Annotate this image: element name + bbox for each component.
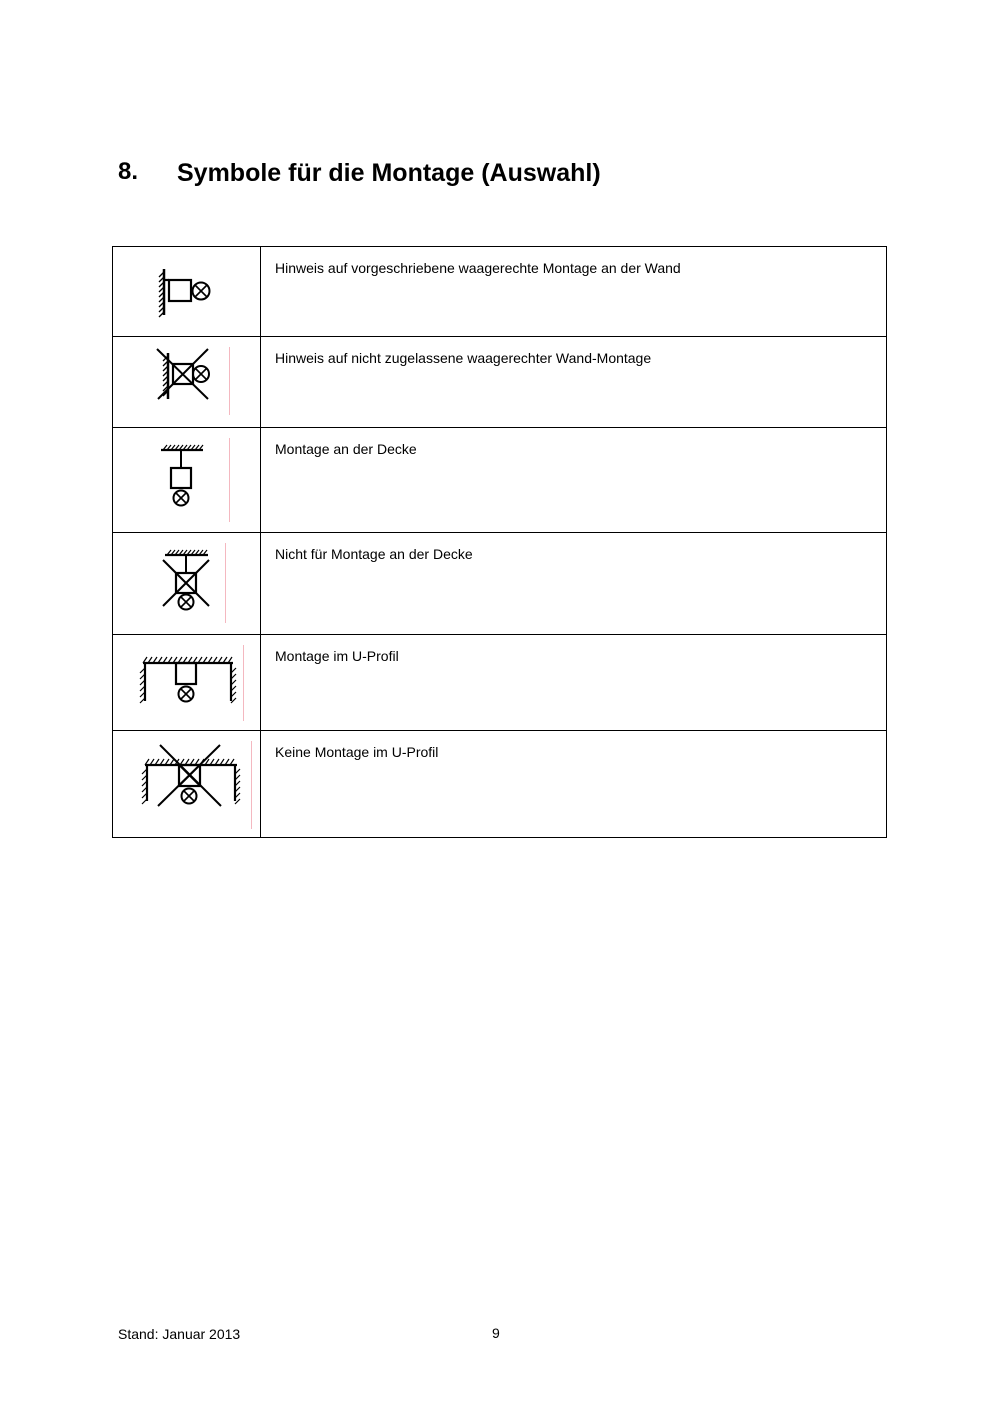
ceiling-mount-icon bbox=[113, 428, 260, 531]
symbol-description: Nicht für Montage an der Decke bbox=[261, 533, 887, 635]
symbol-description: Montage im U-Profil bbox=[261, 635, 887, 731]
cell-divider bbox=[229, 347, 230, 415]
table-row bbox=[113, 635, 887, 731]
symbol-cell bbox=[113, 337, 261, 428]
cell-divider bbox=[225, 543, 226, 623]
section-number: 8. bbox=[118, 158, 139, 185]
symbol-description: Hinweis auf nicht zugelassene waagerechter Wand-Montage bbox=[261, 337, 887, 428]
symbol-cell bbox=[113, 533, 261, 635]
u-profile-mount-icon bbox=[113, 635, 260, 729]
no-ceiling-mount-icon bbox=[113, 533, 260, 633]
table-row bbox=[113, 428, 887, 533]
footer-stand: Stand: Januar 2013 bbox=[118, 1326, 241, 1342]
symbol-description: Hinweis auf vorgeschriebene waagerechte Montage an der Wand bbox=[261, 247, 887, 337]
symbol-cell bbox=[113, 731, 261, 838]
wall-mount-icon bbox=[113, 247, 260, 335]
cell-divider bbox=[229, 438, 230, 522]
table-row bbox=[113, 533, 887, 635]
no-wall-mount-icon bbox=[113, 337, 260, 426]
table-row bbox=[113, 337, 887, 428]
symbol-description: Montage an der Decke bbox=[261, 428, 887, 533]
section-title: Symbole für die Montage (Auswahl) bbox=[177, 159, 601, 187]
table-row bbox=[113, 731, 887, 838]
symbol-cell bbox=[113, 247, 261, 337]
table-row bbox=[113, 247, 887, 337]
symbols-table bbox=[112, 246, 887, 838]
page-number: 9 bbox=[492, 1325, 500, 1341]
symbol-description: Keine Montage im U-Profil bbox=[261, 731, 887, 838]
symbol-cell bbox=[113, 635, 261, 731]
cell-divider bbox=[251, 741, 252, 829]
cell-divider bbox=[243, 645, 244, 721]
no-u-profile-mount-icon bbox=[113, 731, 260, 836]
symbol-cell bbox=[113, 428, 261, 533]
